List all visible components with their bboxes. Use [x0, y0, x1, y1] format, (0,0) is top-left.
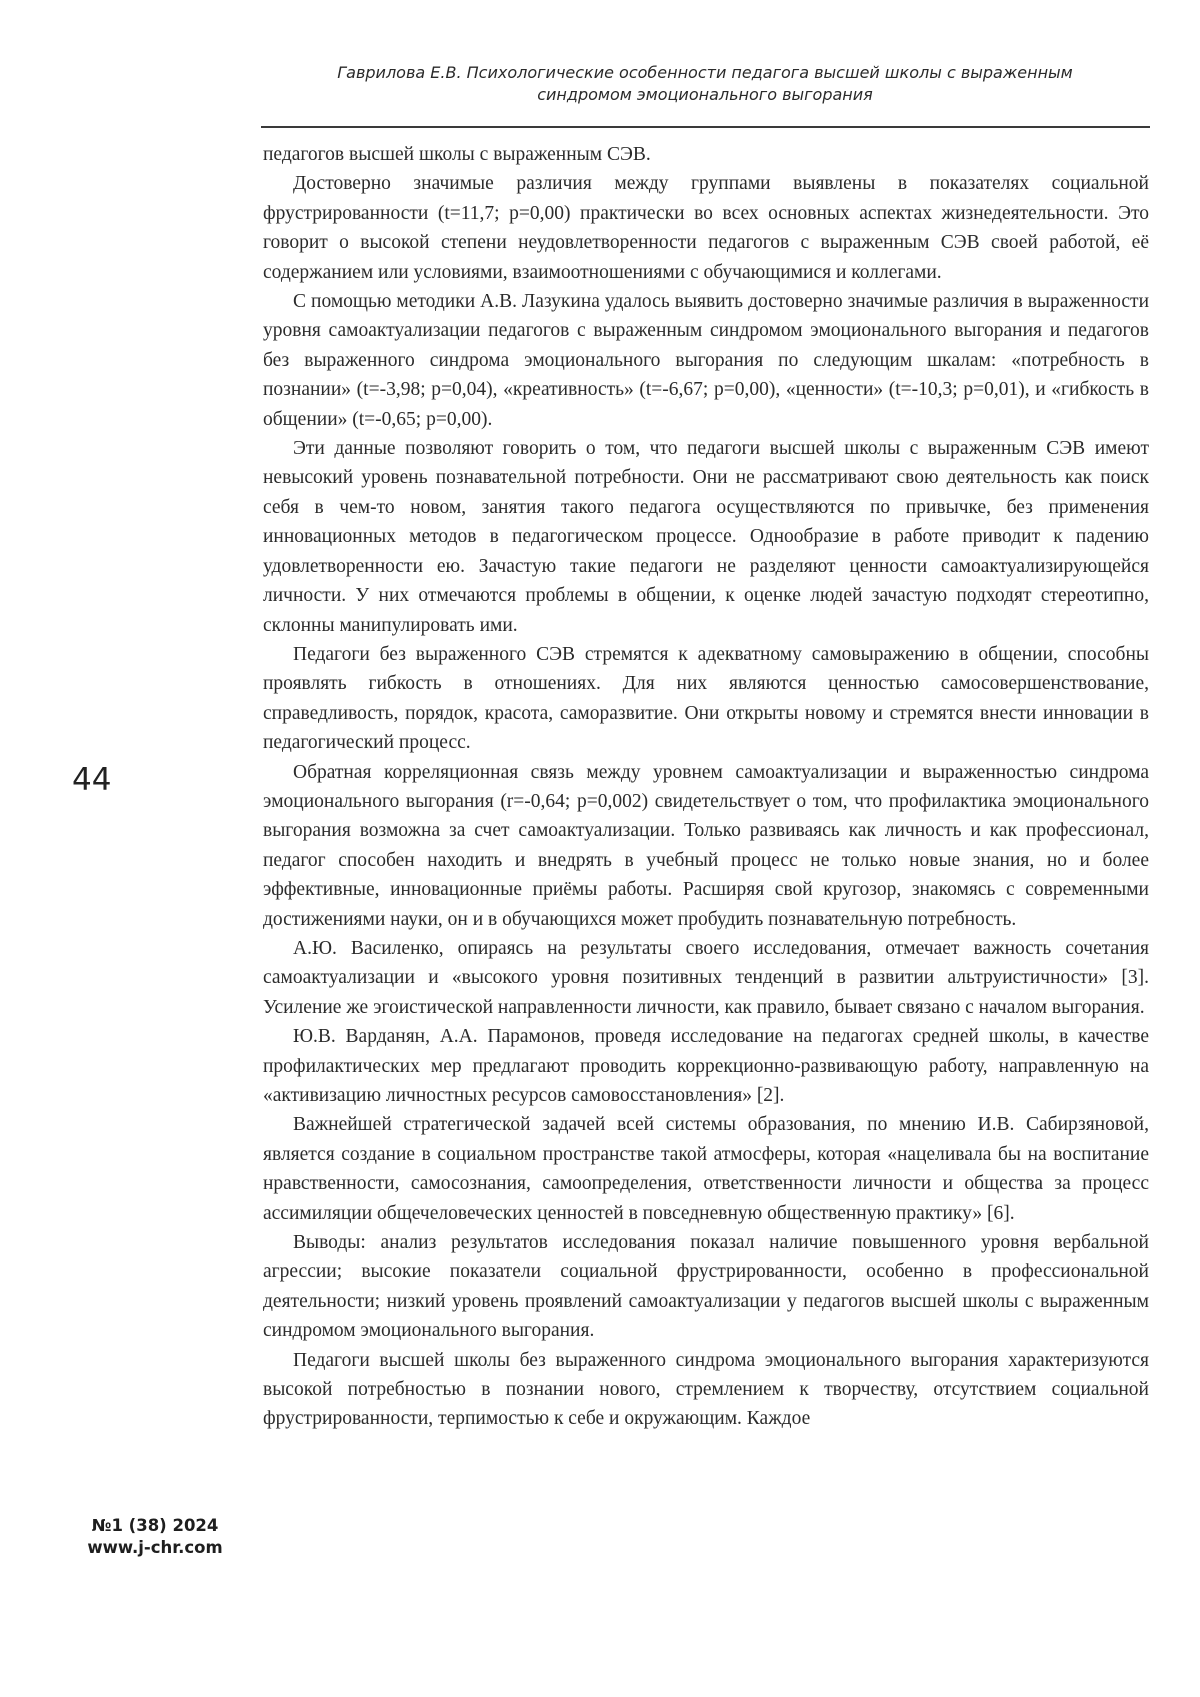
paragraph: А.Ю. Василенко, опираясь на результаты своего исследования, отмечает важность сочетания самоактуализации и «высокого уровня позитивных тенденций в развитии альтруистичности» [3]. Усиление же эгоистической направленности личности, как правило, бывает связано с началом выгорания. — [263, 937, 1149, 1018]
paragraph: Педагоги без выраженного СЭВ стремятся к адекватному самовыражению в общении, способны проявлять гибкость в отношениях. Для них являются ценностью самосовершенствование, справедливость, порядок, красота, саморазвитие. Они открыты новому и стремятся внести инновации в педагогический процесс. — [263, 643, 1149, 754]
paragraph: Достоверно значимые различия между группами выявлены в показателях социальной фрустрированности (t=11,7; p=0,00) практически во всех основных аспектах жизнедеятельности. Это говорит о высокой степени неудовлетворенности педагогов с выраженным СЭВ своей работой, её содержанием или условиями, взаимоотношениями с обучающимися и коллегами. — [263, 173, 1149, 283]
issue-number: №1 (38) 2024 — [91, 1516, 219, 1535]
running-header-line-2: синдромом эмоционального выгорания — [537, 85, 873, 104]
journal-website: www.j-chr.com — [87, 1538, 223, 1557]
paragraph: Важнейшей стратегической задачей всей системы образования, по мнению И.В. Сабирзяновой, является создание в социальном пространстве такой атмосферы, которая «нацеливала бы на воспитание нравственности, самосознания, самоопределения, ответственности личности и общества за процесс ассимиляции общечеловеческих ценностей в повседневную общественную практику» [6]. — [263, 1114, 1149, 1224]
paragraph: Ю.В. Варданян, А.А. Парамонов, проведя исследование на педагогах средней школы, в качестве профилактических мер предлагают проводить коррекционно-развивающую работу, направленную на «активизацию личностных ресурсов самовосстановления» [2]. — [263, 1026, 1149, 1106]
paragraph: Педагоги высшей школы без выраженного синдрома эмоционального выгорания характеризуются высокой потребностью в познании нового, стремлением к творчеству, отсутствием социальной фрустрированности, терпимостью к себе и окружающим. Каждое — [263, 1349, 1149, 1430]
paragraph: Эти данные позволяют говорить о том, что педагоги высшей школы с выраженным СЭВ имеют невысокий уровень познавательной потребности. Они не рассматривают свою деятельность как поиск себя в чем-то новом, занятия такого педагога осуществляются по привычке, без применения инновационных методов в педагогическом процессе. Однообразие в работе приводит к падению удовлетворенности ею. Зачастую такие педагоги не разделяют ценности самоактуализирующейся личности. У них отмечаются проблемы в общении, к оценке людей зачастую подходят стереотипно, склонны манипулировать ими. — [263, 438, 1149, 636]
issue-info — [70, 1515, 240, 1559]
paragraph-conclusions: Выводы: анализ результатов исследования показал наличие повышенного уровня вербальной агрессии; высокие показатели социальной фрустрированности, особенно в профессиональной деятельности; низкий уровень проявлений самоактуализации у педагогов высшей школы с выраженным синдромом эмоционального выгорания. — [263, 1232, 1149, 1342]
paragraph-continuation: педагогов высшей школы с выраженным СЭВ. — [263, 144, 651, 165]
paragraph: С помощью методики А.В. Лазукина удалось выявить достоверно значимые различия в выраженности уровня самоактуализации педагогов с выраженным синдромом эмоционального выгорания и педагогов без выраженного синдрома эмоционального выгорания по следующим шкалам: «потребность в познании» (t=-3,98; p=0,04), «креативность» (t=-6,67; p=0,00), «ценности» (t=-10,3; p=0,01), и «гибкость в общении» (t=-0,65; p=0,00). — [263, 291, 1149, 430]
header-divider — [261, 126, 1150, 128]
article-body — [263, 140, 1149, 1434]
running-header — [265, 62, 1145, 106]
page-number: 44 — [72, 762, 112, 798]
running-header-line-1: Гаврилова Е.В. Психологические особенности педагога высшей школы с выраженным — [337, 63, 1073, 82]
paragraph: Обратная корреляционная связь между уровнем самоактуализации и выраженностью синдрома эмоционального выгорания (r=-0,64; p=0,002) свидетельствует о том, что профилактика эмоционального выгорания возможна за счет самоактуализации. Только развиваясь как личность и как профессионал, педагог способен находить и внедрять в учебный процесс не только новые знания, но и более эффективные, инновационные приёмы работы. Расширяя свой кругозор, знакомясь с современными достижениями науки, он и в обучающихся может пробудить познавательную потребность. — [263, 761, 1149, 930]
